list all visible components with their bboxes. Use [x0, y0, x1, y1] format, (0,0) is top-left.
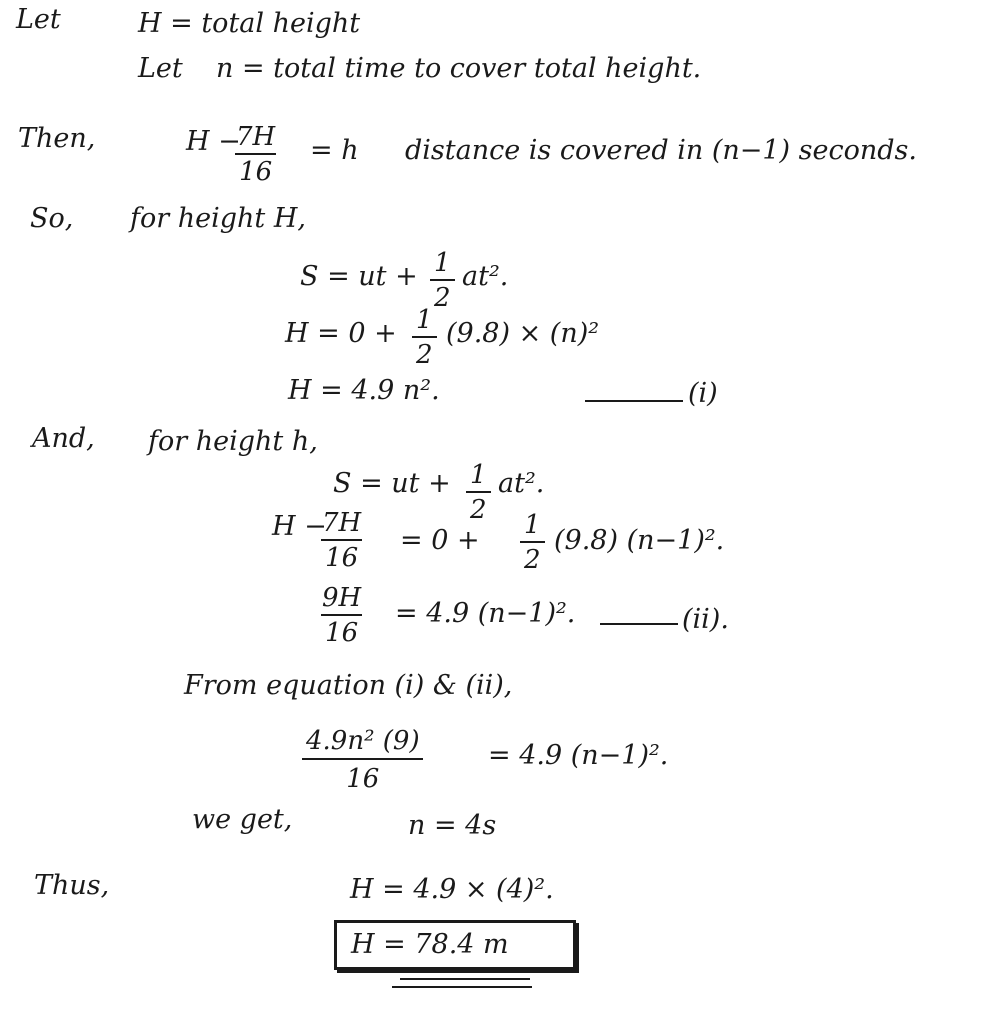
eq7-fraction — [300, 728, 426, 792]
eq4-fraction — [466, 462, 491, 523]
we-get-value: n = 4s — [408, 810, 497, 841]
then-rhs: = h — [310, 135, 359, 166]
from-equation-text: From equation (i) & (ii), — [184, 670, 513, 701]
eq6-tag: (ii). — [682, 604, 729, 635]
so-label: So, — [30, 203, 74, 234]
eq2-fraction-denominator: 2 — [412, 336, 437, 368]
then-description: distance is covered in (n−1) seconds. — [405, 135, 917, 166]
eq4-fraction-denominator: 2 — [466, 491, 491, 523]
eq5-middle: = 0 + — [400, 525, 480, 556]
then-fraction-numerator: 7H — [236, 122, 276, 152]
eq6-fraction — [318, 585, 365, 646]
eq2-fraction-numerator: 1 — [416, 305, 433, 335]
eq3: H = 4.9 n². — [288, 375, 440, 406]
then-lhs: H − — [186, 126, 241, 157]
eq5-fraction-numerator: 1 — [524, 510, 541, 540]
eq6-fraction-denominator: 16 — [321, 614, 362, 646]
eq8: H = 4.9 × (4)². — [350, 874, 554, 905]
eq2-fraction — [412, 307, 437, 368]
then-fraction-denominator: 16 — [235, 153, 276, 185]
eq5-lhs-numerator: 7H — [322, 508, 362, 538]
eq4-right: at². — [498, 468, 545, 499]
and-label: And, — [32, 423, 95, 454]
and-description: for height h, — [148, 426, 318, 457]
eq6-fraction-numerator: 9H — [322, 583, 362, 613]
eq7-rhs: = 4.9 (n−1)². — [488, 740, 669, 771]
eq2-right: (9.8) × (n)² — [446, 318, 600, 349]
eq4-left: S = ut + — [333, 468, 451, 499]
eq5-right: (9.8) (n−1)². — [554, 525, 725, 556]
final-answer: H = 78.4 m — [351, 929, 509, 960]
let-label-1: Let — [16, 4, 61, 35]
eq5-fraction — [520, 512, 545, 573]
eq5-lhs-denominator: 16 — [321, 539, 362, 571]
answer-underline-1 — [400, 978, 530, 980]
eq5-lhs-fraction — [318, 510, 365, 571]
eq7-fraction-denominator: 16 — [302, 758, 423, 792]
let-label-2: Let — [138, 53, 183, 84]
then-fraction — [232, 124, 279, 185]
eq3-tag-line — [585, 400, 683, 402]
thus-label: Thus, — [34, 870, 110, 901]
eq2-left: H = 0 + — [285, 318, 397, 349]
answer-underline-2 — [392, 986, 532, 988]
eq4-fraction-numerator: 1 — [470, 460, 487, 490]
eq6-rhs: = 4.9 (n−1)². — [395, 598, 576, 629]
definition-total-time: n = total time to cover total height. — [216, 53, 702, 84]
answer-box — [334, 920, 576, 970]
eq7-fraction-numerator: 4.9n² (9) — [306, 726, 420, 756]
so-description: for height H, — [130, 203, 306, 234]
eq1-fraction-denominator: 2 — [430, 279, 455, 311]
eq1-left: S = ut + — [300, 261, 418, 292]
eq1-fraction-numerator: 1 — [434, 248, 451, 278]
definition-total-height: H = total height — [138, 8, 361, 39]
eq1-fraction — [430, 250, 455, 311]
eq3-tag: (i) — [688, 378, 718, 409]
then-label: Then, — [18, 123, 96, 154]
eq5-lhs: H − — [272, 511, 327, 542]
eq6-tag-line — [600, 623, 678, 625]
eq5-fraction-denominator: 2 — [520, 541, 545, 573]
eq1-right: at². — [462, 261, 509, 292]
we-get-label: we get, — [192, 804, 293, 835]
